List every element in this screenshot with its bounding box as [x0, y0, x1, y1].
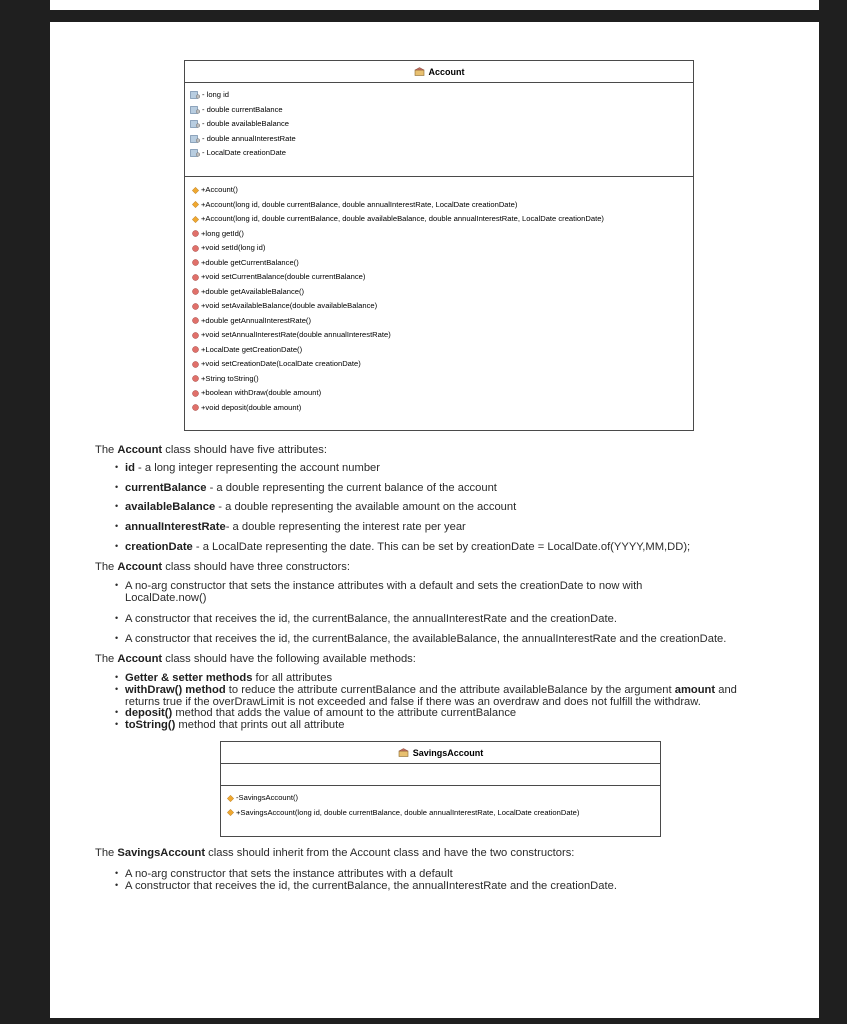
attributes-intro — [95, 444, 327, 457]
bullet-desc: - a long integer representing the account number — [134, 462, 380, 474]
bullet-desc: - a double representing the available amount on the account — [215, 501, 517, 513]
attribute-bullet — [125, 522, 466, 534]
bullet-term: creationDate — [125, 541, 193, 553]
method-row — [192, 314, 693, 329]
constructor-row — [227, 806, 660, 821]
constructor-bullet — [125, 634, 726, 646]
method-row — [192, 227, 693, 242]
method-text: +void setCreationDate(LocalDate creationDate) — [201, 359, 361, 369]
attribute-row — [190, 146, 693, 161]
savings-bullet — [125, 881, 617, 893]
bullet-text: A no-arg constructor that sets the instance attributes with a default and sets the creationDate to now with — [125, 580, 643, 592]
field-icon — [190, 149, 200, 157]
intro-pre: The — [95, 561, 118, 573]
field-icon — [190, 91, 200, 99]
previous-page-edge — [50, 0, 819, 10]
method-icon — [192, 361, 199, 368]
constructors-intro — [95, 561, 350, 574]
method-text: +double getAnnualInterestRate() — [201, 315, 311, 325]
bullet-term: toString() — [125, 719, 176, 731]
constructor-icon — [227, 809, 234, 816]
bullet-term: id — [125, 462, 135, 474]
intro-class: Account — [117, 444, 163, 456]
bullet-term: amount — [674, 684, 716, 696]
method-icon — [192, 375, 199, 382]
method-text: +LocalDate getCreationDate() — [201, 344, 303, 354]
attribute-row — [190, 103, 693, 118]
constructor-row — [227, 791, 660, 806]
method-icon — [192, 230, 199, 237]
constructor-row — [192, 183, 693, 198]
attribute-row — [190, 88, 693, 103]
method-text: +void setAvailableBalance(double availableBalance) — [201, 301, 378, 311]
attribute-bullet — [125, 542, 690, 554]
savings-bullet — [125, 869, 453, 881]
method-row — [192, 256, 693, 271]
attribute-bullet — [125, 463, 380, 475]
bullet-text: A no-arg constructor that sets the instance attributes with a default — [125, 868, 453, 880]
method-icon — [192, 245, 199, 252]
class-icon — [414, 67, 425, 76]
bullet-term: deposit() — [125, 707, 173, 719]
bullet-desc: to reduce the attribute currentBalance and the attribute availableBalance by the argument — [225, 684, 675, 696]
intro-post: class should have the following available methods: — [162, 653, 416, 665]
savings-class-header — [221, 742, 660, 764]
attribute-text: - double currentBalance — [202, 104, 283, 114]
method-text: +Account() — [201, 185, 238, 195]
method-text: +double getAvailableBalance() — [201, 286, 305, 296]
intro-class: Account — [117, 653, 163, 665]
constructor-row — [192, 198, 693, 213]
intro-post: class should have five attributes: — [162, 444, 327, 456]
method-bullet — [125, 685, 737, 709]
method-row — [192, 270, 693, 285]
field-icon — [190, 106, 200, 114]
method-bullet — [125, 720, 344, 732]
method-text: +SavingsAccount(long id, double currentBalance, double annualInterestRate, LocalDate creationDate) — [236, 807, 580, 817]
bullet-desc: returns true if the overDrawLimit is not exceeded and false if there was an overdraw and does not fulfill the withdraw. — [125, 695, 701, 708]
bullet-desc: and — [715, 684, 737, 696]
attribute-bullet — [125, 483, 497, 495]
bullet-text: LocalDate.now() — [125, 591, 207, 604]
method-row — [192, 328, 693, 343]
bullet-term: withDraw() method — [125, 684, 226, 696]
method-text: +String toString() — [201, 373, 259, 383]
account-uml-class — [184, 60, 694, 431]
method-text: +void deposit(double amount) — [201, 402, 302, 412]
attribute-text: - double annualInterestRate — [202, 133, 296, 143]
method-text: +void setId(long id) — [201, 243, 266, 253]
bullet-term: availableBalance — [125, 501, 216, 513]
bullet-text: A constructor that receives the id, the currentBalance, the availableBalance, the annualInterestRate and the creationDate. — [125, 633, 727, 645]
class-icon — [398, 748, 409, 757]
account-methods-compartment — [185, 177, 693, 415]
bullet-term: annualInterestRate — [125, 521, 226, 533]
savings-intro — [95, 847, 574, 860]
account-class-name: Account — [428, 66, 465, 77]
account-attributes-compartment — [185, 83, 693, 177]
intro-pre: The — [95, 444, 118, 456]
constructor-icon — [192, 187, 199, 194]
intro-pre: The — [95, 653, 118, 665]
savings-class-name: SavingsAccount — [412, 747, 484, 758]
attribute-text: - LocalDate creationDate — [202, 148, 286, 158]
method-row — [192, 241, 693, 256]
field-icon — [190, 120, 200, 128]
intro-post: class should have three constructors: — [162, 561, 350, 573]
method-row — [192, 299, 693, 314]
method-row — [192, 343, 693, 358]
intro-pre: The — [95, 847, 118, 859]
method-icon — [192, 274, 199, 281]
method-icon — [192, 317, 199, 324]
method-icon — [192, 332, 199, 339]
method-text: +void setCurrentBalance(double currentBalance) — [201, 272, 366, 282]
savings-methods-compartment — [221, 786, 660, 820]
intro-post: class should inherit from the Account class and have the two constructors: — [205, 847, 575, 859]
method-bullet — [125, 673, 332, 685]
intro-class: Account — [117, 561, 163, 573]
bullet-term: currentBalance — [125, 482, 207, 494]
attribute-text: - long id — [202, 90, 230, 100]
bullet-desc: for all attributes — [252, 672, 333, 684]
document-page — [50, 22, 819, 1018]
methods-intro — [95, 653, 416, 666]
method-text: +Account(long id, double currentBalance, double annualInterestRate, LocalDate creationDate) — [201, 199, 518, 209]
method-row — [192, 372, 693, 387]
bullet-desc: - a double representing the current balance of the account — [206, 482, 497, 494]
bullet-desc: method that prints out all attribute — [175, 719, 345, 731]
account-class-header — [185, 61, 693, 83]
method-icon — [192, 259, 199, 266]
method-icon — [192, 404, 199, 411]
bullet-desc: - a double representing the interest rate per year — [225, 521, 466, 533]
intro-class: SavingsAccount — [117, 847, 206, 859]
constructor-row — [192, 212, 693, 227]
method-text: +long getId() — [201, 228, 244, 238]
attribute-text: - double availableBalance — [202, 119, 289, 129]
method-text: +double getCurrentBalance() — [201, 257, 299, 267]
constructor-bullet — [125, 581, 642, 605]
attribute-bullet — [125, 502, 516, 514]
bullet-desc: - a LocalDate representing the date. This can be set by creationDate = LocalDate.of(YYYY,MM,DD); — [192, 541, 691, 553]
method-text: +Account(long id, double currentBalance, double availableBalance, double annualInterestRate, LocalDate creationDate) — [201, 214, 604, 224]
savings-attributes-compartment — [221, 764, 660, 786]
constructor-icon — [227, 795, 234, 802]
method-bullet — [125, 708, 516, 720]
method-text: -SavingsAccount() — [236, 793, 299, 803]
attribute-row — [190, 117, 693, 132]
bullet-term: Getter & setter methods — [125, 672, 253, 684]
bullet-desc: method that adds the value of amount to the attribute currentBalance — [172, 707, 517, 719]
bullet-text: A constructor that receives the id, the currentBalance, the annualInterestRate and the creationDate. — [125, 880, 617, 892]
constructor-icon — [192, 216, 199, 223]
method-icon — [192, 346, 199, 353]
method-icon — [192, 288, 199, 295]
method-text: +boolean withDraw(double amount) — [201, 388, 322, 398]
savings-account-uml-class — [220, 741, 661, 837]
method-text: +void setAnnualInterestRate(double annualInterestRate) — [201, 330, 391, 340]
method-row — [192, 357, 693, 372]
method-icon — [192, 303, 199, 310]
constructor-bullet — [125, 614, 617, 626]
method-icon — [192, 390, 199, 397]
bullet-text: A constructor that receives the id, the currentBalance, the annualInterestRate and the creationDate. — [125, 613, 617, 625]
field-icon — [190, 135, 200, 143]
constructor-icon — [192, 201, 199, 208]
attribute-row — [190, 132, 693, 147]
method-row — [192, 386, 693, 401]
method-row — [192, 401, 693, 416]
method-row — [192, 285, 693, 300]
